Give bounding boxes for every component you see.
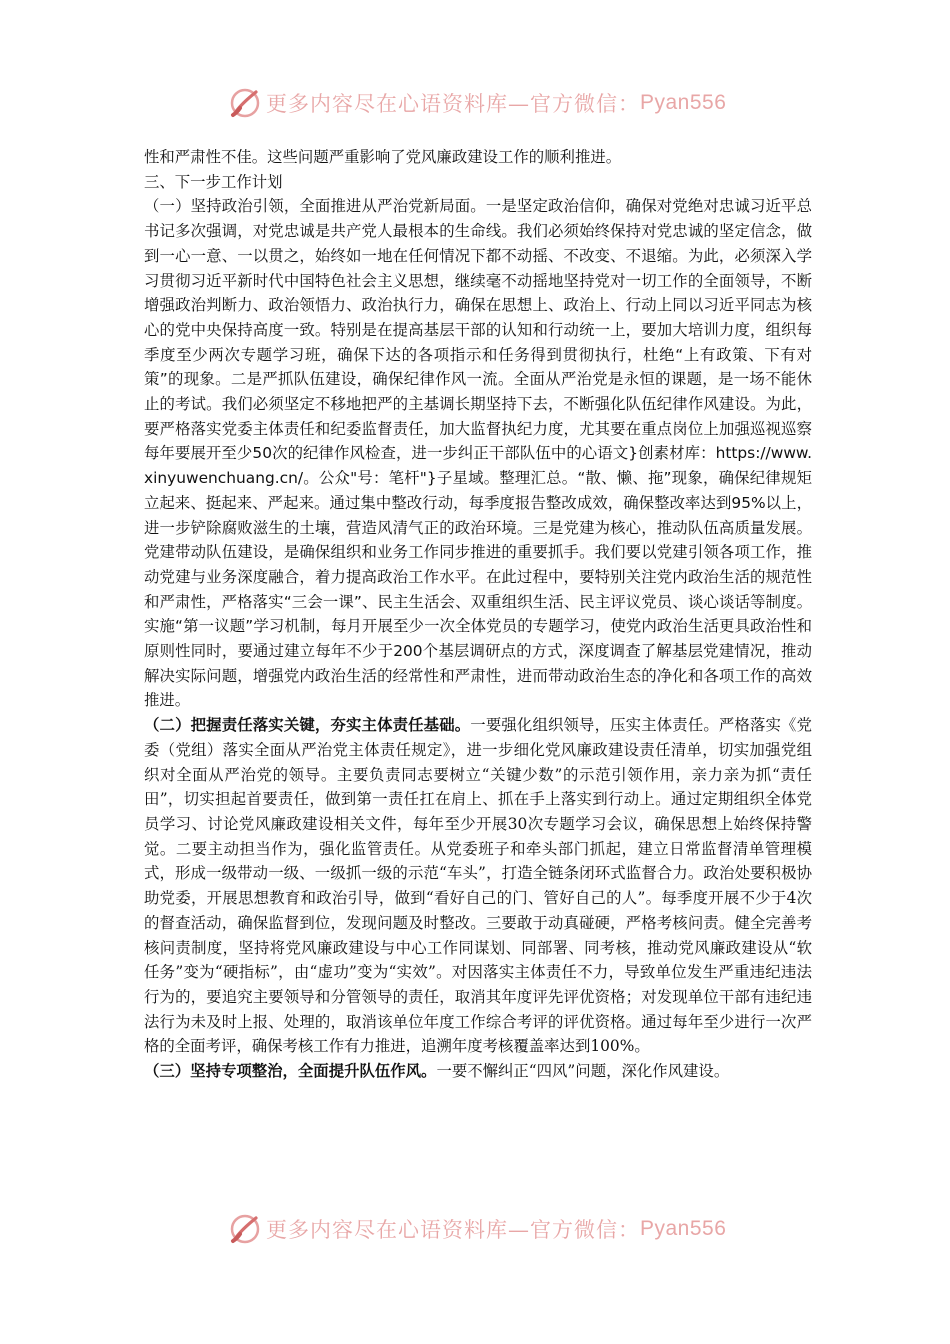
paragraph-special-rectification-heading: （三）坚持专项整治，全面提升队伍作风。 <box>144 1062 437 1081</box>
paragraph-special-rectification <box>144 1059 812 1084</box>
paragraph-special-rectification-body: 一要不懈纠正“四风”问题，深化作风建设。 <box>436 1062 730 1081</box>
brush-logo-icon <box>228 86 262 120</box>
section-heading: 三、下一步工作计划 <box>144 172 283 191</box>
paragraph-responsibility-body: 一要强化组织领导，压实主体责任。严格落实《党委（党组）落实全面从严治党主体责任规定》，进一步细化党风廉政建设责任清单，切实加强党组织对全面从严治党的领导。主要负责同志要树立“关键少数”的示范引领作用，亲力亲为抓“责任田”，切实担起首要责任，做到第一责任扛在肩上、抓在手上落实到行动上。通过定期组织全体党员学习、讨论党风廉政建设相关文件，每年至少开展30次专题学习会议，确保思想上始终保持警觉。二要主动担当作为，强化监管责任。从党委班子和牵头部门抓起，建立日常监督清单管理模式，形成一级带动一级、一级抓一级的示范“车头”，打造全链条闭环式监督合力。政治处要积极协助党委，开展思想教育和政治引导，做到“看好自己的门、管好自己的人”。每季度开展不少于4次的督查活动，确保监督到位，发现问题及时整改。三要敢于动真碰硬，严格考核问责。健全完善考核问责制度，坚持将党风廉政建设与中心工作同谋划、同部署、同考核，推动党风廉政建设从“软任务”变为“硬指标”，由“虚功”变为“实效”。对因落实主体责任不力，导致单位发生严重违纪违法行为的，要追究主要领导和分管领导的责任，取消其年度评先评优资格；对发现单位干部有违纪违法行为未及时上报、处理的，取消该单位年度工作综合考评的评优资格。通过每年至少进行一次严格的全面考评，确保考核工作有力推进，追溯年度考核覆盖率达到100%。 <box>144 716 812 1056</box>
wechat-id: Pyan556 <box>640 91 727 114</box>
paragraph-continuation: 性和严肃性不佳。这些问题严重影响了党风廉政建设工作的顺利推进。 <box>144 148 622 166</box>
paragraph-responsibility-heading: （二）把握责任落实关键，夯实主体责任基础。 <box>144 716 471 735</box>
brush-logo-icon <box>228 1212 262 1246</box>
paragraph-political-guidance: （一）坚持政治引领，全面推进从严治党新局面。一是坚定政治信仰，确保对党绝对忠诚习近平总书记多次强调，对党忠诚是共产党人最根本的生命线。我们必须始终保持对党忠诚的坚定信念，做到一心一意、一以贯之，始终如一地在任何情况下都不动摇、不改变、不退缩。为此，必须深入学习贯彻习近平新时代中国特色社会主义思想，继续毫不动摇地坚持党对一切工作的全面领导，不断增强政治判断力、政治领悟力、政治执行力，确保在思想上、政治上、行动上同以习近平同志为核心的党中央保持高度一致。特别是在提高基层干部的认知和行动统一上，要加大培训力度，组织每季度至少两次专题学习班，确保下达的各项指示和任务得到贯彻执行，杜绝“上有政策、下有对策”的现象。二是严抓队伍建设，确保纪律作风一流。全面从严治党是永恒的课题，是一场不能休止的考试。我们必须坚定不移地把严的主基调长期坚持下去，不断强化队伍纪律作风建设。为此，要严格落实党委主体责任和纪委监督责任，加大监督执纪力度，尤其要在重点岗位上加强巡视巡察每年要展开至少50次的纪律作风检查，进一步纠正干部队伍中的心语文}创素材库：https://www.xinyuwenchuang.cn/。公众"号：笔杆"}子星域。整理汇总。“散、懒、拖”现象，确保纪律规矩立起来、挺起来、严起来。通过集中整改行动，每季度报告整改成效，确保整改率达到95%以上，进一步铲除腐败滋生的土壤，营造风清气正的政治环境。三是党建为核心，推动队伍高质量发展。党建带动队伍建设，是确保组织和业务工作同步推进的重要抓手。我们要以党建引领各项工作，推动党建与业务深度融合，着力提高政治工作水平。在此过程中，要特别关注党内政治生活的规范性和严肃性，严格落实“三会一课”、民主生活会、双重组织生活、民主评议党员、谈心谈话等制度。实施“第一议题”学习机制，每月开展至少一次全体党员的专题学习，使党内政治生活更具政治性和原则性同时，要通过建立每年不少于200个基层调研点的方式，深度调查了解基层党建情况，推动解决实际问题，增强党内政治生活的经常性和严肃性，进而带动政治生态的净化和各项工作的高效推进。 <box>144 197 812 710</box>
watermark-text: 更多内容尽在心语资料库—官方微信： <box>266 1218 640 1242</box>
watermark-text: 更多内容尽在心语资料库—官方微信： <box>266 92 640 116</box>
paragraph-responsibility <box>144 713 812 1059</box>
document-body <box>144 145 812 1084</box>
header-watermark-banner <box>228 86 748 120</box>
wechat-id: Pyan556 <box>640 1217 727 1240</box>
footer-watermark-banner <box>228 1212 748 1246</box>
